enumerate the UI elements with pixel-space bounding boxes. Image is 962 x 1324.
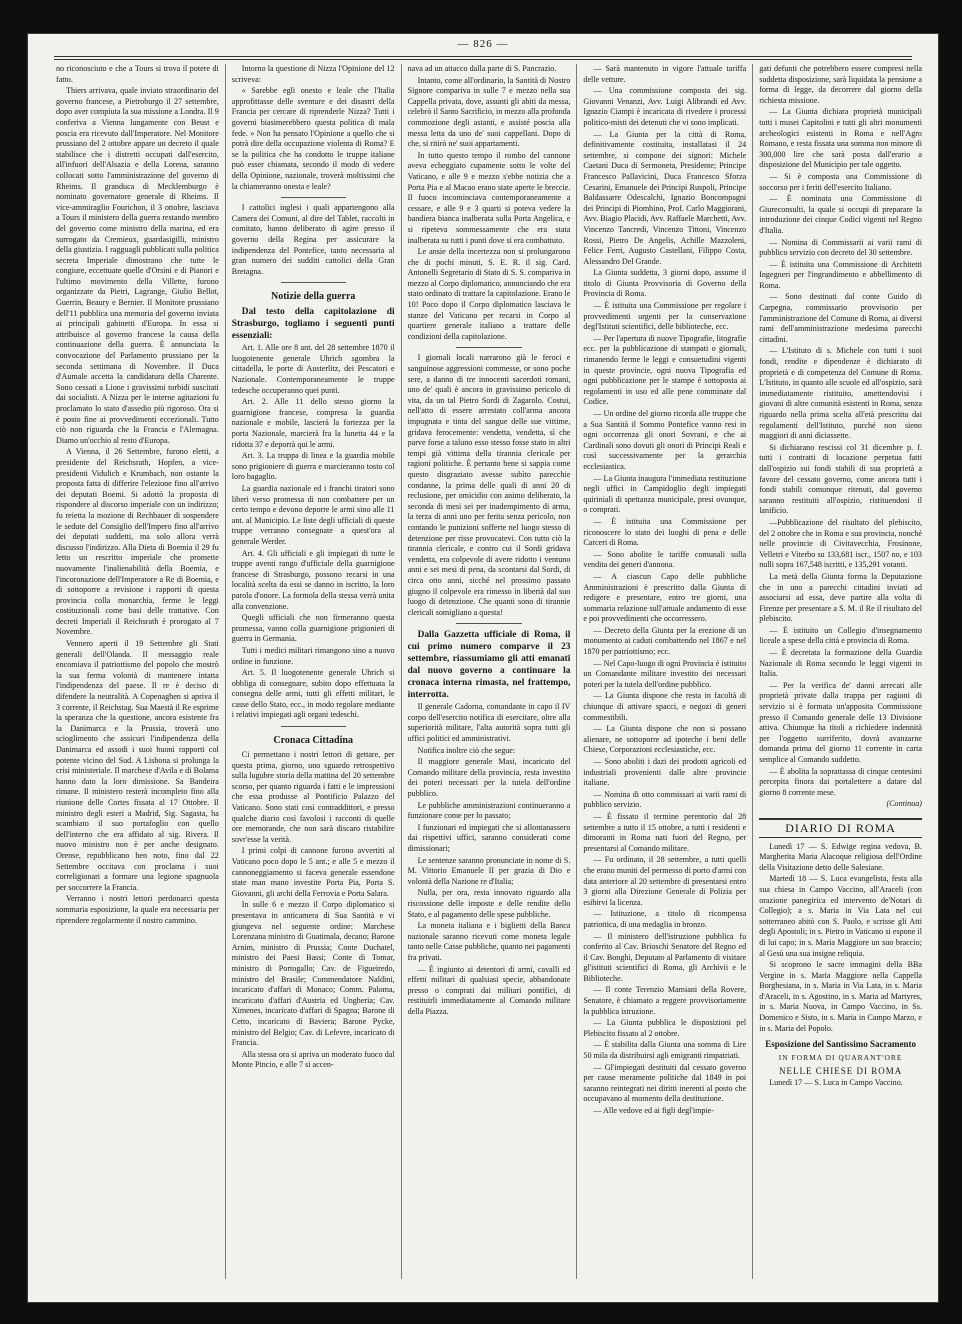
paragraph: Art. 5. Il luogotenente generale Uhrich si obbliga di consegnare, subito dopo effettuata la consegna delle armi, tutti gli effetti militari, le casse dello Stato, ecc., in modo regolare mediante i relativi impiegati agli organi tedeschi. [231, 668, 395, 720]
separator [281, 726, 346, 727]
column-2 [225, 64, 401, 1279]
paragraph: Art. 3. La truppa di linea e la guardia mobile sono prigioniere di guerra e marcieranno tosto col loro bagaglio. [231, 451, 395, 482]
paragraph: — Nomina di Commissarii ai varii rami di pubblico servizio con decreto del 30 settembre. [759, 237, 922, 258]
paragraph: no riconosciuto e che a Tours si trova il potere di fatto. [56, 64, 219, 84]
paragraph-lead: Dalla Gazzetta ufficiale di Roma, il cui primo numero comparve il 23 settembre, riassumiamo gli atti emanati dal nuovo governo a continuare la cronaca interna rimasta, nel frattempo, interrotta. [407, 630, 571, 701]
paragraph: nava ad un attacco dalla parte di S. Pancrazio. [407, 64, 557, 73]
header-rule [54, 56, 912, 60]
column-5 [752, 64, 928, 1279]
paragraph: — È istituita una Commissione di Architetti Ingegneri per l'ingrandimento e abbellimento di Roma. [759, 259, 922, 290]
paragraph: Lunedì 17 — S. Edwige regina vedova, B. Margherita Maria Alacoque religiosa dell'Ordine della Visitazione detto delle Salesiane. [759, 841, 922, 872]
newspaper-page [28, 34, 938, 1302]
paragraph: — Per la verifica de' danni arrecati alle proprietà private dalla truppa per ragioni di servizio si è formata un'apposita Commissione presso il Comando generale delle 13 Divisione attiva. Chiunque ha titoli a richiedere indennità per l'oggetto surriferito, dovrà avanzarne domanda prima del giorno 11 corrente in carta semplice al Comando suddetto. [759, 680, 922, 764]
paragraph: « Sarebbe egli onesto e leale che l'Italia approfittasse delle sventure e dei disastri della Francia per cercare di riprenderle Nizza? Tutti i governi biasimerebbero questa politica di mala fede. » Non ha pensato l'Opinione a quello che si potrà dire della occupazione violenta di Roma? E se la politica che ha condotto le truppe italiane può esser chiamata, secondo il modo di vedere della Opinione, nazionale, troverà moltissimi che la chiameranno onesta e leale? [231, 86, 395, 191]
separator [456, 623, 521, 624]
column-4 [576, 64, 752, 1279]
paragraph: Notifica inoltre ciò che segue: [417, 745, 516, 755]
paragraph: — Il ministero dell'istruzione pubblica fu conferito al Cav. Brioschi Senatore del Regno ed il Cav. Bonghi, Deputato al Parlamento di visitare gl'istituti scientifici di Roma, gli Archivii e le Biblioteche. [583, 931, 747, 983]
paragraph: — Sarà mantenuto in vigore l'attuale tariffa delle vetture. [583, 64, 747, 84]
column-1 [56, 64, 225, 1279]
paragraph: Intorno la questione di Nizza l'Opinione del 12 scriveva: [231, 64, 395, 84]
paragraph: Alla stessa ora si apriva un moderato fuoco dal Monte Pincio, e alle 7 si accen- [231, 1049, 395, 1070]
paragraph: — Sono destinati dal conte Guido di Carpegna, commissario provvisorio per l'amministrazione del Comune di Roma, ai diversi rami dell'amministrazione medesima parecchi cittadini. [759, 292, 922, 344]
paragraph: — È istituita una Commissione per regolare i provvedimenti urgenti per la conservazione degl'Istituti scientifici, delle biblioteche, ecc. [583, 301, 747, 332]
paragraph: Martedì 18 — S. Luca evangelista, festa alla sua chiesa in Campo Vaccino, all'Araceli (con orazione panegirica ed intervento de'Notari di Collegio); a s. Maria in Via Lata nel cui sotterraneo abitò con S. Paolo, e scrisse gli Atti degli Apostoli; in s. Pietro in Vaticano si espone il di lui capo; in s. Maria Maggiore un suo braccio; al Gesù una sua insigne reliquia. [759, 874, 922, 958]
paragraph: — Nomina di otto commissari ai varii rami di pubblico servizio. [583, 789, 747, 810]
paragraph: Le ansie della incertezza non si prolungarono che di pochi minuti, S. E. R. il sig. Card. Antonelli Segretario di Stato di S. S. compariva in mezzo al Corpo diplomatico, annunciando che era stato ordinato di trattare la capitolazione. Erano le 10! Poco dopo il Corpo diplomatico lasciava le stanze del Vaticano per recarsi in Corpo al quartiere generale italiano a trattare delle condizioni della capitolazione. [407, 247, 571, 341]
paragraph: —Pubblicazione del risultato del plebiscito, del 2 ottobre che in Roma e sua provincia, nonché nelle provincie di Civitavecchia, Frosinone, Velletri e Viterbo su 133,681 iscr., 1507 no, e 103 nulli sopra 167,548 iscritti, e 135,291 votanti. [759, 517, 922, 570]
paragraph: A Vienna, il 26 Settembre, furono eletti, a presidente del Reichsrath, Hopfen, a vice-presidenti Vidulich e Krumbach, non ostante la proposta fatta di differire l'elezione fino all'arrivo dei deputati Boemi. Si adottò la proposta di rispondere al discorso imperiale con un indirizzo; fu reietta la mozione di Rechbauer di sospendere le sedute del Consiglio dell'Impero fino all'arrivo dei deputati suddetti, ma solo allora verrà discusso l'indirizzo. Alla Dieta di Boemia il 29 fu letto un rescritto imperiale che promette nuovamente l'inalienabilità della Boemia, e l'incoronazione dell'Imperatore a Re di Boemia, e di sottoporre a revisione i rapporti di questa provincia colla monarchia, ferme le leggi costituzionali come basi delle trattative. Con decreti Imperiali il Reichsrath è prorogato al 7 Novembre. [56, 447, 219, 637]
paragraph: gati defunti che potrebbero essere compresi nella suddetta disposizione, sarà liquidata la pensione a forma di legge, da decorrere dal giorno della richiesta missione. [759, 64, 922, 105]
paragraph: In tutto questo tempo il rombo del cannone aveva echeggiato cupamente sotto le volte del Vaticano, e alle 9 e mezzo s'ebbe notizia che a Porta Pia e al Macao erano state aperte le breccie. Il fuoco incominciava contemporaneamente a cessare, e alle 9 e 3 quarti si poteva vedere la bandiera bianca inalberata sulla Porta Angelica, e si ripeteva sommessamente che era stata inalberata su tutti i punti dove si era combattuto. [407, 150, 571, 245]
paragraph: — È ingiunto ai detentori di armi, cavalli ed effetti militari di qualsiasi specie, abbandonate presso o comprati dai militari pontifici, di restituirli immediatamente al Comando militare della Piazza. [407, 964, 571, 1016]
paragraph: — La Giunta dichiara proprietà municipali tutti i musei Capitolini e tutti gli altri monumenti archeologici esistenti in Roma e nell'Agro Romano, e resta fissata una somma non minore di 300,000 lire che sarà posta dall'erario a disposizione del Municipio per tale oggetto. [759, 107, 922, 170]
separator [456, 347, 521, 348]
paragraph: — È abolita la soprattassa di cinque centesimi percepita finora dai portalettere a datare dal giorno 8 corrente mese. [759, 766, 922, 797]
paragraph: Nulla, per ora, resta innovato riguardo alla riscossione delle imposte e delle rendite dello Stato, e al pagamento delle spese pubbliche. [407, 888, 571, 919]
paragraph: Ci permettano i nostri lettori di gettare, per questa prima, giorno, uno sguardo retrospettivo sulla lugubre storia della mattina del 20 settembre scorso, per quanto riguarda i fatti e le impressioni che essa produsse al Pontificio Palazzo del Vaticano. Sono stati così contraddittori, e presso qualche diario così favolosi i racconti di quelle ore memorande, che non sarà discaro ristabilire sovr'esse la verità. [231, 750, 395, 844]
paragraph: — Una commissione composta dei sig. Giovanni Venanzi, Avv. Luigi Alibrandi ed Avv. Ignazio Ciampi è incaricata di rivedere i processi politico-misti dei detenuti che vi sono implicati. [583, 86, 747, 127]
paragraph: — A ciascun Capo delle pubbliche Amministrazioni è prescritto dalla Giunta di redigere e presentare, entro tre giorni, una sommaria relazione sull'attuale andamento di esse e poi provvedimenti che occorressero. [583, 571, 747, 624]
exposition-subheading: IN FORMA DI QUARANT'ORE [778, 1053, 903, 1063]
paragraph: — È stabilita dalla Giunta una somma di Lire 50 mila da distribuirsi agli emigranti rimpatriati. [583, 1040, 747, 1061]
paragraph: Si scoprono le sacre immagini della BBa Vergine in s. Maria Maggiore nella Cappella Borghesiana, in s. Maria in Via Lata, in s. Maria d'Araceli, in s. Agostino, in s. Maria ad Martyres, in s. Maria Nuova, in Campo Vaccino, in Ss. Domenico e Sisto, in s. Maria in Campo Marzo, e in s. Maria del Popolo. [759, 960, 922, 1033]
paragraph: Il generale Cadorna, comandante in capo il IV corpo dell'esercito notifica di esercitare, oltre alla superiorità militare, l'alta autorità sopra tutti gli uffici politici ed amministrativi. [407, 702, 571, 744]
paragraph: — Per l'apertura di nuove Tipografie, litografie ecc. per la pubblicazione di stampati o giornali, rimanendo ferme le leggi e consuetudini vigenti in queste provincie, ogni nuova Tipografia ed ogni pubblicazione per le stampe è sottoposta ai regolamenti in uso ed alle pene comminate dal Codice. [583, 333, 747, 407]
paragraph: — Si è composta una Commissione di soccorso per i feriti dell'esercito Italiano. [759, 171, 922, 192]
paragraph: Il maggiore generale Masi, incaricato del Comando militare della provincia, resta investito dei poteri necessari per la tutela dell'ordine pubblico. [407, 757, 571, 799]
paragraph: — È nominata una Commissione di Giureconsulti, la quale si occupi di preparare la introduzione dei cinque Codici vigenti nel Regno d'Italia. [759, 194, 922, 235]
paragraph: I cattolici inglesi i quali appartengono alla Camera dei Comuni, al dire del Tablet, raccolti in comitato, hanno deliberato di agire presso il governo della Regina per assicurare la indipendenza del Pontefice, tanto necessaria al gran numero dei sudditi cattolici della Gran Bretagna. [231, 203, 395, 276]
separator [281, 197, 346, 198]
paragraph: La guardia nazionale ed i franchi tiratori sono liberi verso promessa di non combattere per un certo tempo e devono deporre le armi sino alle 11 ant. al Municipio. Le liste degli ufficiali di queste truppe verranno consegnate a quest'ora al generale Werder. [231, 484, 395, 546]
continued-note: (Continua) [886, 799, 922, 809]
paragraph: In sulle 6 e mezzo il Corpo diplomatico si presentava in anticamera di Sua Santità e vi giungeva nel seguente ordine: Marchese Lorenzana ministro di Guatimala, decano; Barone Arnim, ministro di Prussia; Conte Duchatel, ministro dei Paesi Bassi; Conte di Tomar, ministro di Portogallo; Cav. de Figueiredo, ministro del Brasile; Commendatore Naldini, incaricato d'affari di Monaco; Comm. Paloma, incaricato d'affari d'Austria ed Ungheria; Cav. Ximenes, incaricato d'affari di Spagna; Barone di Cetto, incaricato di Baviera; Barone Pycke, ministro del Belgio; Cav. di Lefevre, incaricato di Francia. [231, 900, 395, 1048]
paragraph: Verranno i nostri lettori perdonarci questa sommaria esposizione, la quale era necessaria per riprendere regolarmente il nostro cammino. [56, 894, 219, 925]
paragraph: — Istituzione, a titolo di ricompensa patriottica, di una medaglia in bronzo. [583, 909, 747, 929]
paragraph: I funzionari ed impiegati che si allontanassero dai rispettivi uffici, saranno considerati come dimissionari; [407, 822, 571, 853]
page-header [28, 34, 938, 60]
paragraph: — Decreto della Giunta per la erezione di un monumento ai caduti combattendo nel 1867 e nel 1870 per patriottismo; ecc. [583, 625, 747, 657]
columns [56, 64, 928, 1279]
paragraph: — Nel Capo-luogo di ogni Provincia è istituito un Comandante militare investito dei necessari poteri per la tutela dell'ordine pubblico. [583, 658, 747, 689]
paragraph: Vennero aperti il 19 Settembre gli Stati generali dell'Olanda. Il messaggio reale encomiava il patriottismo del popolo che mostrò la sua ferma volontà di mantenere intatta l'indipendenza del paese. Il re è deciso di difendere la neutralità. A Copenaghen si apriva il 3 corrente, il Reichstag. Sua Maestà il Re esprime la speranza che la questione, ancora esistente fra la Danimarca e la Prussia, troverà uno scioglimento che assicuri l'indipendenza della Danimarca ed assodi i suoi buoni rapporti col potente vicino del Sud. A Lisbona si prolunga la crisi ministeriale. Il marchese d'Avila e di Bolama hanno dato la loro dimissione. Sa Bandeira rimane. Il ministero resterà incompleto fino alla riunione delle Cortes fissata al 17 Ottobre. Il ministro degli esteri a Madrid, Sig. Sagasta, ha scambiato il suo portafoglio con quello dell'interno che era affidato al sig. Rivera. Il nuovo ministro non è per anche designato. Orense, repubblicano ben noto, fino dal 22 Settembre occitava con proclama i suoi correligionari a formare una legione spagnuola per soccorrere la Francia. [56, 639, 219, 892]
paragraph: I giornali locali narrarono già le feroci e sanguinose aggressioni commesse, or sono poche sere, a danno di tre innocenti sacerdoti romani, uno de' quali è ancora in gravissimo pericolo di vita, da un tal Pietro Sordi di Zagarolo. Costui, nell'atto di essere arrestato coll'arma ancora impugnata e tinta del sangue delle sue vittime, gridava ferocemente: vendetta, vendetta, sì che parve forse a taluno esso stesso fosse stato in altri tempi già vittima della tirannia clericale per ragioni politiche. È pertanto bene si sappia come questo disgraziato avesse subìto parecchie condanne, la prima delle quali di anni 20 di reclusione, per omicidio con animo deliberato, la seconda di mesi sei per inadempimento di arma, la terza di anni uno per ferita senza pericolo, non contando le punizioni sofferte nel luogo stesso di detenzione per risse provocatevi. Con tutto ciò la tirannia clericale, e contro cui il Sordi gridava vendetta, era colpevole di avere ridotto i ventuno anni e sei mesi di pena, da scontarsi dal Sordi, di circa otto anni, sicché nel prossimo passato giugno il colpevole era rimesso in libertà dal suo luogo di detenzione. Che quanti sono di tirannie clericali somigliano a questa! [407, 353, 571, 617]
paragraph: — Sono aboliti i dazi dei prodotti agricoli ed industriali provenienti dalle altre provincie italiane. [583, 757, 747, 788]
paragraph: — È istituito un Collegio d'insegnamento liceale a spese della città e provincia di Roma. [759, 625, 922, 646]
exposition-heading: Esposizione del Santissimo Sacramento [765, 1039, 916, 1050]
paragraph: — La Giunta dispone che resta in facoltà di chiunque di attivare spacci, e negozi di generi commestibili. [583, 691, 747, 722]
separator [281, 282, 346, 283]
section-heading-city-chronicle: Cronaca Cittadina [273, 735, 353, 747]
paragraph: Tutti i medici militari rimangono sino a nuovo ordine in funzione. [231, 645, 395, 666]
paragraph: Le pubbliche amministrazioni continueranno a funzionare come per lo passato; [407, 800, 571, 821]
section-heading-diario: DIARIO DI ROMA [759, 818, 922, 838]
paragraph: — L'Istituto di s. Michele con tutti i suoi fondi, rendite e dipendenze è dichiarato di proprietà e di competenza del Comune di Roma. L'Istituto, in quanto alle scuole ed all'ospizio, sarà immediatamente ristituito, amettendovisi i giovani di altre comunità esistenti in Roma, senza riguardo nella prima scelta all'età prescritta dai regolamenti dell'Istituto, purché non sieno maggiori di anni diciassette. [759, 346, 922, 441]
page-number: — 826 — [457, 38, 509, 50]
paragraph: La Giunta suddetta, 3 giorni dopo, assume il titolo di Giunta Provvisoria di Governo della Provincia di Roma. [583, 268, 747, 299]
paragraph: Quegli ufficiali che non firmeranno questa promessa, vanno colla guarnigione prigionieri di guerra in Germania. [231, 613, 395, 644]
paragraph: Lunedì 17 — S. Luca in Campo Vaccino. [769, 1078, 903, 1088]
paragraph: Art. 1. Alle ore 8 ant. del 28 settembre 1870 il luogotenente generale Uhrich sgombra la cittadella, le porte di Austerlitz, dei Pescatori e Nazionale. Contemporaneamente le truppe tedesche occuperanno quei punti. [231, 343, 395, 395]
paragraph: — Un ordine del giorno ricorda alle truppe che a Sua Santità il Sommo Pontefice vanno resi in ogni occorrenza gli onori Sovrani, e che ai Cardinali sono dovuti gli onori di Principi Reali e così successivamente per la gerarchia ecclesiastica. [583, 409, 747, 471]
paragraph: — È decretata la formazione della Guardia Nazionale di Roma secondo le leggi vigenti in Italia. [759, 648, 922, 679]
paragraph: — Fu ordinato, il 28 settembre, a tutti quelli che erano muniti del permesso di porto d'armi con data anteriore al 20 settembre di presentarsi entro 3 giorni alla Direzione Generale di Polizia per esibirvi la licenza. [583, 855, 747, 907]
paragraph: Art. 2. Alle 11 dello stesso giorno la guarnigione francese, compresa la guardia nazionale e mobile, lascierà la fortezza per la porta Nazionale, marcierà fra la lunetta 44 e la ridotta 37 e deporrà qui le armi. [231, 397, 395, 449]
paragraph: La moneta italiana e i biglietti della Banca nazionale saranno ricevuti come moneta legale tanto nelle Casse pubbliche, quanto nei pagamenti fra privati. [407, 921, 571, 962]
section-heading-war-news: Notizie della guerra [270, 291, 356, 303]
paragraph: — È istituita una Commissione per riconoscere lo stato dei luoghi di pena e delle Carceri di Roma. [583, 516, 747, 548]
paragraph: Thiers arrivava, quale inviato straordinario del governo francese, a Pietroburgo il 27 settembre, dopo aver compiuta la sua missione a Londra. Il 9 conferiva a Vienna lungamente con Beust e poscia era ricevuto dall'Imperatore. Nel Monitore prussiano del 2 ottobre appare un decreto il quale stabilisce che i distretti occupati dall'esercito, all'infuori dell'Alsazia e della Lorena, saranno collocati sotto l'amministrazione del governo di Rheims. Il granduca di Mecklemburgo è nominato governatore generale di Rheims. Il vice-ammiraglio Fourichon, il 3 ottobre, lasciava a Tours il ministero della guerra restando membro del governo come ministro della marina, ed era surrogato da Cremieux, guardasigilli, ministro della giustizia. I ragguagli pubblicati sulla politica secreta Imperiale dimostrano che tutte le congiure, eccettuate quelle d'Orsini e di Pianori e l'ultimo movimento della Villette, furono organizzate da Pietri, Lagrange, Giulio Bellot, Guerrin, Beaury e Bernier. Il Monitore prussiano dell'11 pubblica una memoria del governo inviata ai principali gabinetti d'Europa. In essa si attribuisce al governo francese la causa della continuazione della guerra. È annunciata la convocazione del Parlamento prussiano per la seconda settimana di Novembre. Il Duca d'Aumale accetta la candidatura della Charente. Sono cessati a Lione i gravissimi torbidi suscitati dai socialisti. A Nizza per le interne agitazioni fu proclamato lo stato d'assedio più rigoroso. Ora si è posto fine ai provvedimenti eccezionali. Tutto ciò non riguarda che la Francia e l'Alemagna. Diamo un'occhio al resto d'Europa. [56, 86, 219, 445]
churches-heading: NELLE CHIESE DI ROMA [778, 1065, 903, 1076]
paragraph: I primi colpi di cannone furono avvertiti al Vaticano poco dopo le 5 ant.; e alle 5 e mezzo il cannoneggiamento si faceva generale essendone state man mano investite Porta Pia, Porta S. Giovanni, gli archi della Ferrovia e Porta Salara. [231, 846, 395, 898]
paragraph: — Sono abolite le tariffe comunali sulla vendita dei generi d'annona. [583, 549, 747, 570]
column-3 [401, 64, 577, 1279]
paragraph: Intanto, come all'ordinario, la Santità di Nostro Signore compariva in sulle 7 e mezzo nella sua Cappella privata, dove, assunti gli abiti da messa, celebrò il Santo Sacrificio, in mezzo alla profonda commozione degli astanti, e assisté poscia alla messa letta da uno de' suoi cappellani. Dopo di che, si ritirò ne' suoi appartamenti. [407, 75, 571, 149]
paragraph: — È fissato il termine perentorio dal 28 settembre a tutto il 15 ottobre, a tutti i residenti e dimoranti in Roma nati fuori del Regno, per presentarsi al Comando militare. [583, 811, 747, 853]
paragraph: — La Giunta per la città di Roma, definitivamente costituita, installatasi il 24 settembre, si compone dei signori: Michele Caetani Duca di Sermoneta, Presidente; Principe Francesco Pallavicini, Duca Francesco Sforza Cesarini, Emanuele dei Principi Ruspoli, Principe Baldassarre Odescalchi, Ignazio Boncompagni dei Principi di Piombino, Prof. Carlo Maggiorani, Avv. Biagio Placidi, Avv. Raffaele Marchetti, Avv. Vincenzo Tancredi, Vincenzo Tittoni, Vincenzo Rossi, Pietro De Angelis, Achille Mazzoleni, Felice Ferri, Augusto Castellani, Filippo Costa, Alessandro Del Grande. [583, 129, 747, 266]
paragraph: — La Giunta inaugura l'immediata restituzione negli uffici in Campidoglio degli impiegati quiriniali di spettanza municipale, presi ovunque, o comprati. [583, 473, 747, 515]
paragraph: Le sentenze saranno pronunciate in nome di S. M. Vittorio Emanuele II per grazia di Dio e volontà della Nazione re d'Italia; [407, 855, 571, 886]
paragraph: — La Giunta pubblica le disposizioni pel Plebiscito fissato al 2 ottobre. [583, 1018, 747, 1038]
paragraph: — Il conte Terenzio Mamiani della Rovere, Senatore, è chiamato a reggere provvisoriamente la pubblica istruzione. [583, 985, 747, 1016]
paragraph: — Gl'impiegati destituiti dal cessato governo per cause meramente politiche dal 1849 in poi saranno reintegrati nei diritti inerenti al posto che occupavano al momento della destituzione. [583, 1062, 747, 1104]
paragraph: Si dichiarano rescissi col 31 dicembre p. f. tutti i contratti di locazione perpetua fatti dall'ospizio sui fondi stabili di sua proprietà a favore del cessato governo, come ancora tutti i fondi stabili comunque ritenuti, dal governo saranno restituiti all'ospizio, ristituendosi il lanificio. [759, 442, 922, 516]
paragraph: Art. 4. Gli ufficiali e gli impiegati di tutte le truppe aventi rango d'ufficiale della guarnigione francese di Strasburgo, possono recarsi in una località scelta da essi se danno in iscritto, la loro parola d'onore. La formola della stessa verrà unita alla convenzione. [231, 548, 395, 611]
paragraph: — La Giunta dispone che non si possano alienare, ne sottoporre ad ipoteche i beni delle Chiese, Corporazioni ecclesiastiche, ecc. [583, 724, 747, 755]
paragraph: La metà della Giunta forma la Deputazione che in uno a parecchi cittadini inviati ad associarsi ad essa, deve partire alla volta di Firenze per presentare a S. M. il Re il risultato del plebiscito. [759, 571, 922, 624]
paragraph-lead: Dal testo della capitolazione di Strasburgo, togliamo i seguenti punti essenziali: [231, 307, 395, 342]
paragraph: — Alle vedove ed ai figli degl'impie- [593, 1106, 714, 1115]
